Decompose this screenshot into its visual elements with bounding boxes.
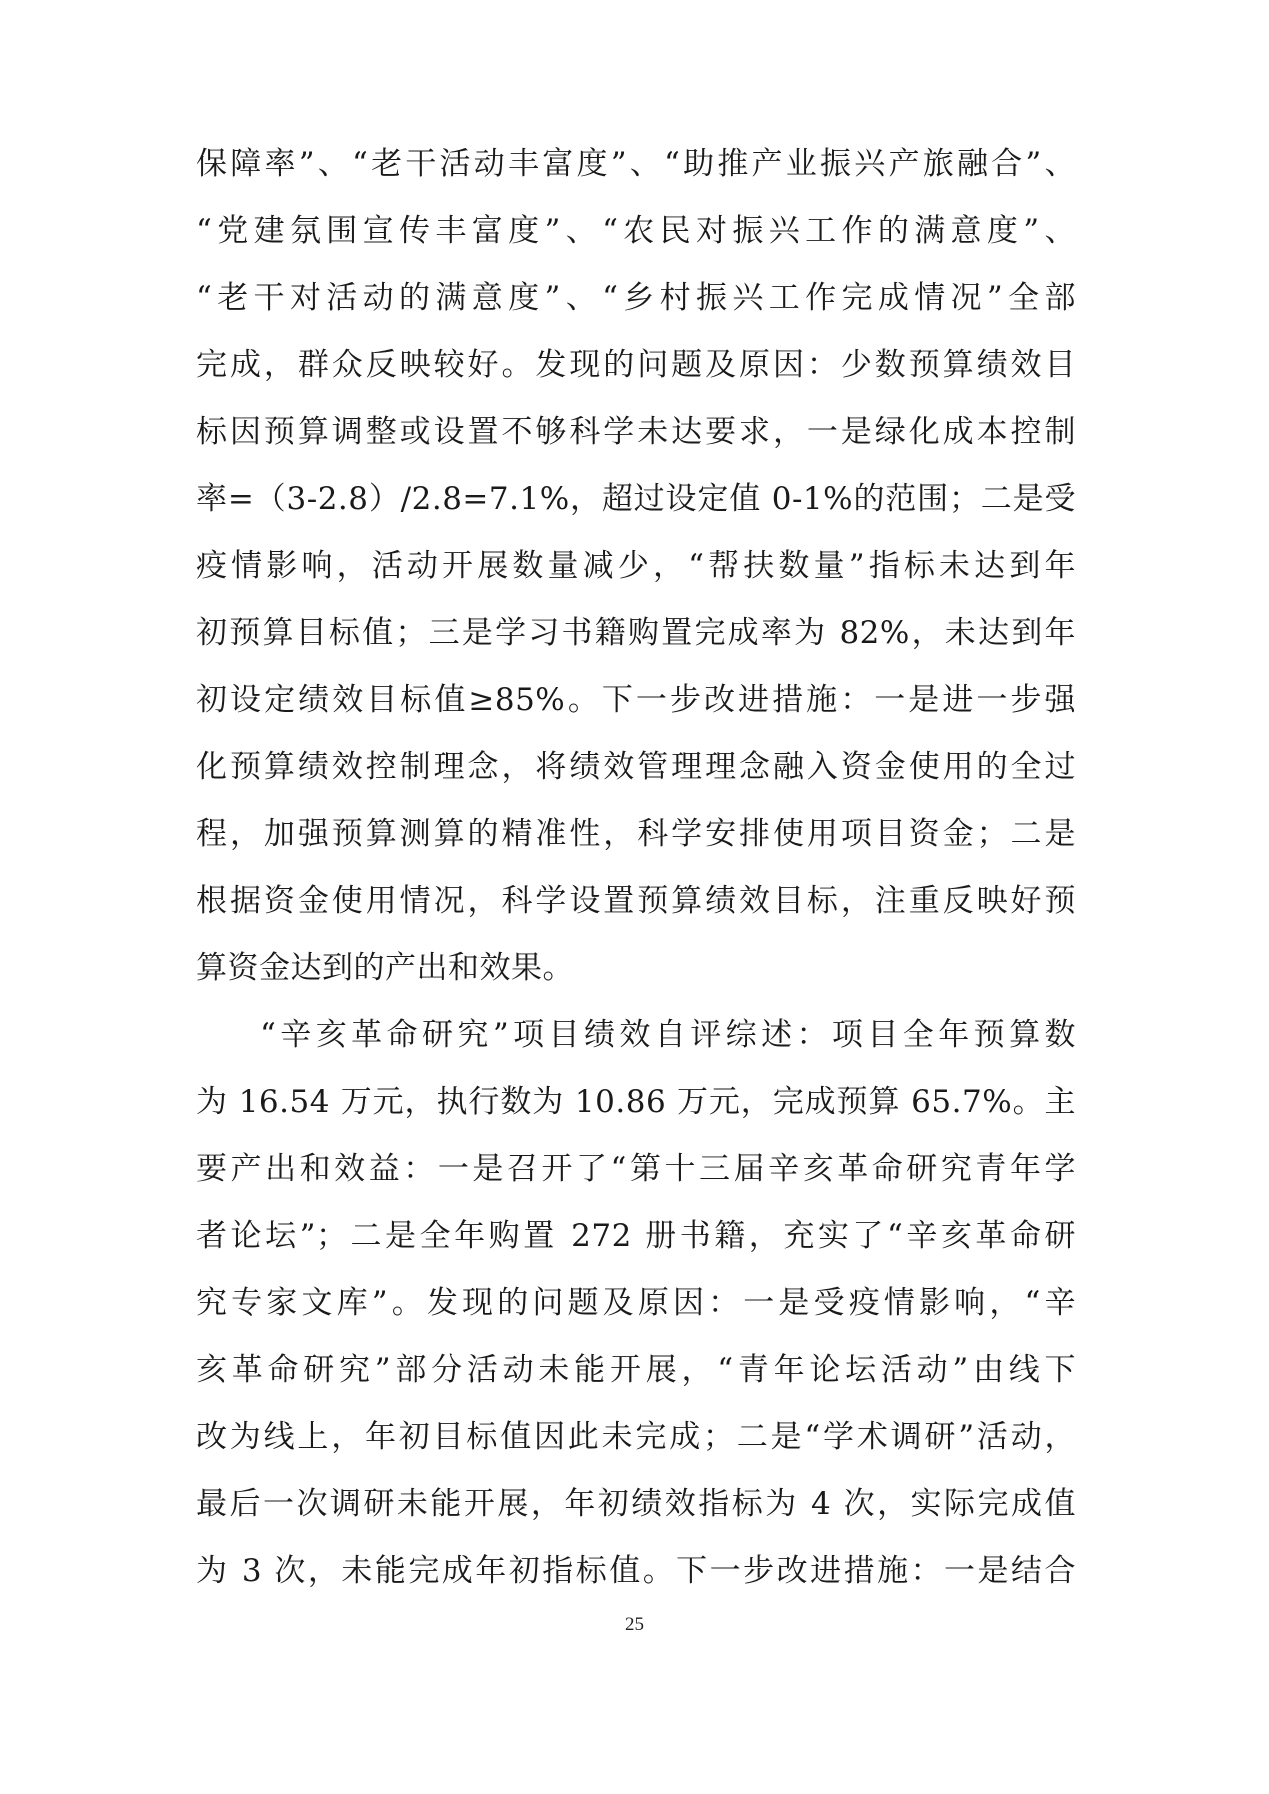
paragraph-1-line-3: “老干对活动的满意度”、“乡村振兴工作完成情况”全部	[196, 280, 1076, 316]
paragraph-1-line-2: “党建氛围宣传丰富度”、“农民对振兴工作的满意度”、	[196, 213, 1076, 249]
paragraph-1-line-7: 疫情影响，活动开展数量减少，“帮扶数量”指标未达到年	[196, 548, 1076, 584]
paragraph-2-line-2: 为 16.54 万元，执行数为 10.86 万元，完成预算 65.7%。主	[196, 1084, 1076, 1120]
paragraph-1-line-9: 初设定绩效目标值≥85%。下一步改进措施：一是进一步强	[196, 682, 1076, 718]
paragraph-2-line-9: 为 3 次，未能完成年初指标值。下一步改进措施：一是结合	[196, 1553, 1076, 1589]
paragraph-1-line-6: 率=（3-2.8）/2.8=7.1%，超过设定值 0-1%的范围；二是受	[196, 481, 1076, 517]
paragraph-1-line-8: 初预算目标值；三是学习书籍购置完成率为 82%，未达到年	[196, 615, 1076, 651]
paragraph-1-line-13: 算资金达到的产出和效果。	[196, 950, 574, 986]
page-number: 25	[625, 1614, 644, 1635]
paragraph-2-line-8: 最后一次调研未能开展，年初绩效指标为 4 次，实际完成值	[196, 1486, 1076, 1522]
paragraph-2-line-5: 究专家文库”。发现的问题及原因：一是受疫情影响，“辛	[196, 1285, 1076, 1321]
paragraph-1-line-5: 标因预算调整或设置不够科学未达要求，一是绿化成本控制	[196, 414, 1076, 450]
paragraph-2-line-1: “辛亥革命研究”项目绩效自评综述：项目全年预算数	[260, 1017, 1076, 1053]
paragraph-2-line-3: 要产出和效益：一是召开了“第十三届辛亥革命研究青年学	[196, 1151, 1076, 1187]
paragraph-2-line-4: 者论坛”；二是全年购置 272 册书籍，充实了“辛亥革命研	[196, 1218, 1076, 1254]
paragraph-1-line-12: 根据资金使用情况，科学设置预算绩效目标，注重反映好预	[196, 883, 1076, 919]
paragraph-1-line-11: 程，加强预算测算的精准性，科学安排使用项目资金；二是	[196, 816, 1076, 852]
paragraph-1-line-4: 完成，群众反映较好。发现的问题及原因：少数预算绩效目	[196, 347, 1076, 383]
paragraph-2-line-6: 亥革命研究”部分活动未能开展，“青年论坛活动”由线下	[196, 1352, 1076, 1388]
paragraph-1-line-1: 保障率”、“老干活动丰富度”、“助推产业振兴产旅融合”、	[196, 146, 1076, 182]
paragraph-2-line-7: 改为线上，年初目标值因此未完成；二是“学术调研”活动，	[196, 1419, 1076, 1455]
paragraph-1-line-10: 化预算绩效控制理念，将绩效管理理念融入资金使用的全过	[196, 749, 1076, 785]
